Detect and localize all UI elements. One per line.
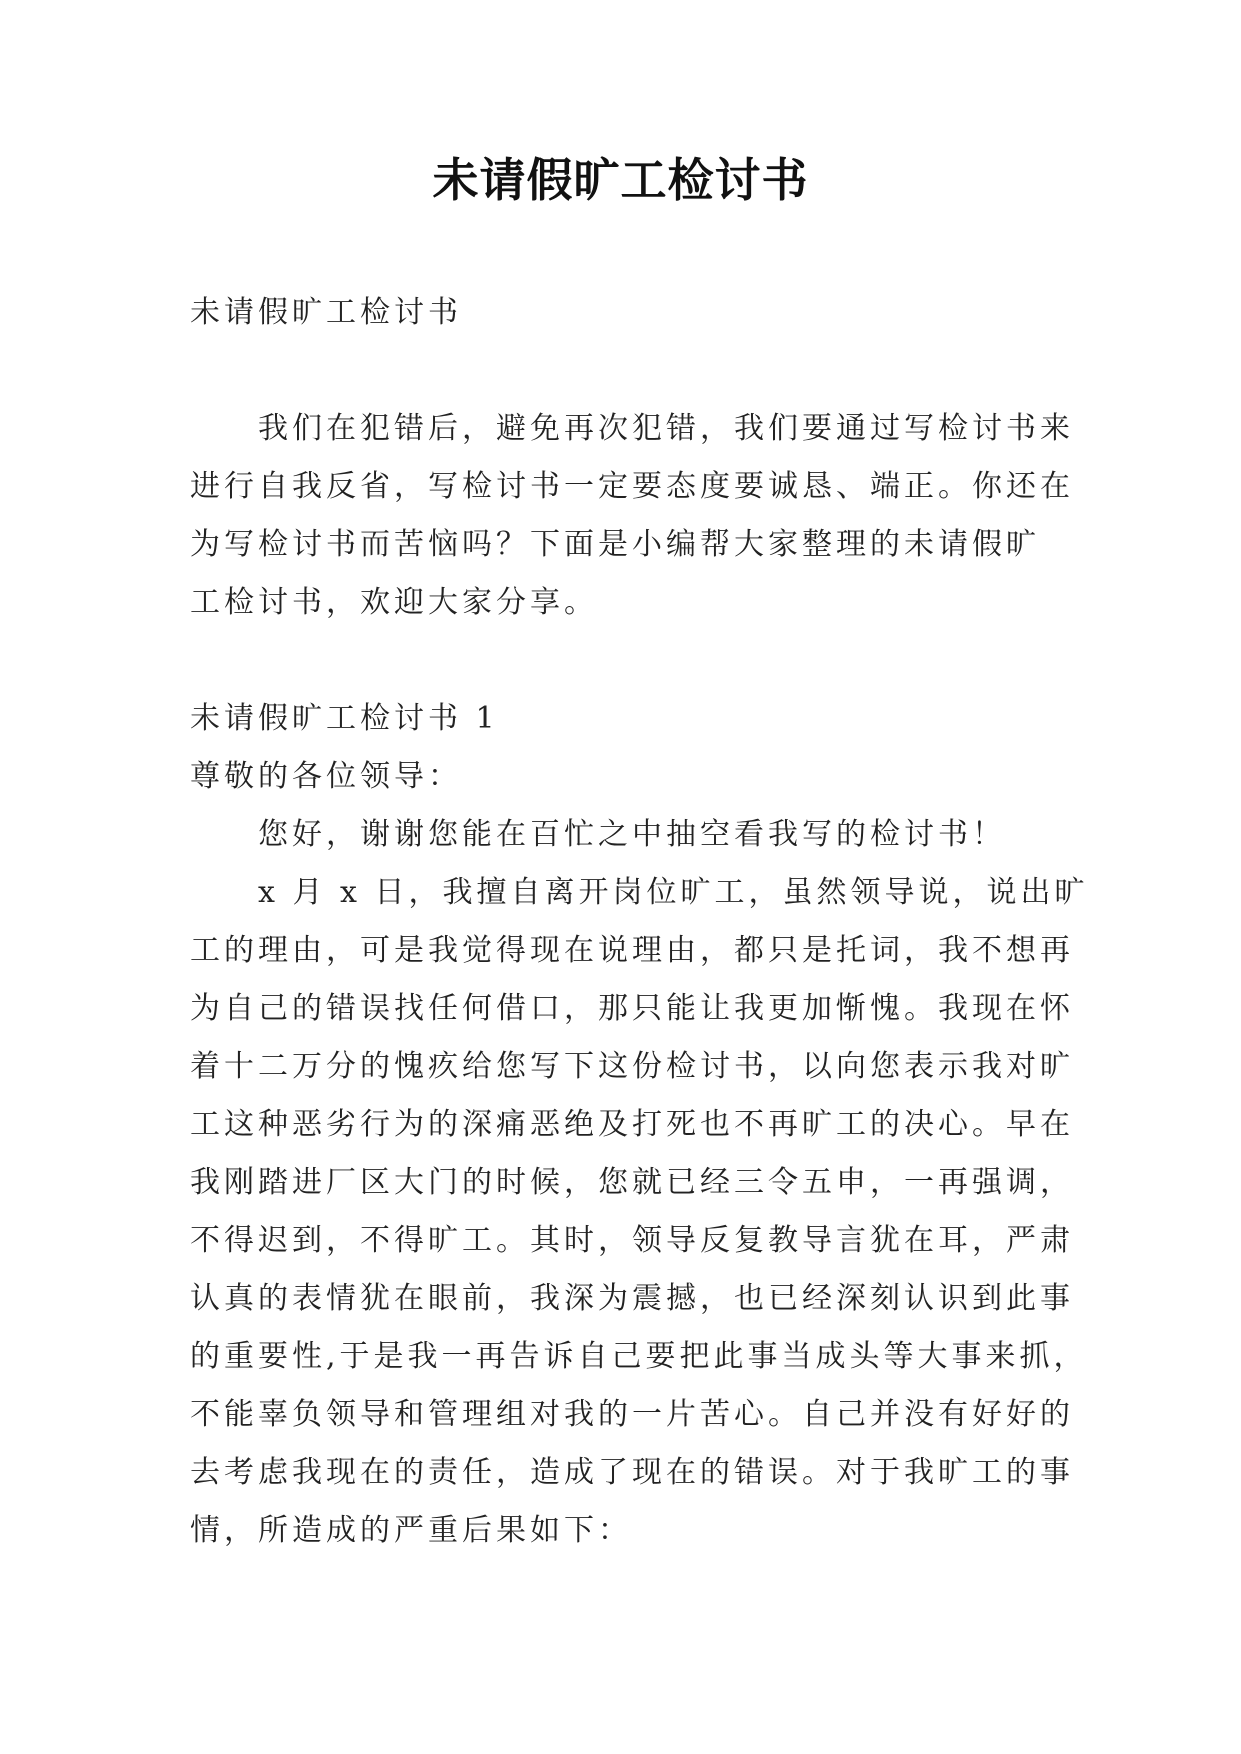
body-line: 去考虑我现在的责任，造成了现在的错误。对于我旷工的事 xyxy=(190,1455,1074,1490)
body-line: x 月 x 日，我擅自离开岗位旷工，虽然领导说，说出旷 xyxy=(258,875,1089,910)
document-body xyxy=(190,284,1089,1560)
greeting-line: 您好，谢谢您能在百忙之中抽空看我写的检讨书！ xyxy=(258,817,1006,852)
body-line: 的重要性,于是我一再告诉自己要把此事当成头等大事来抓， xyxy=(190,1339,1088,1374)
document-subtitle: 未请假旷工检讨书 xyxy=(190,295,462,330)
intro-paragraph xyxy=(190,400,1074,632)
intro-line: 工检讨书，欢迎大家分享。 xyxy=(190,585,598,620)
intro-line: 我们在犯错后，避免再次犯错，我们要通过写检讨书来 xyxy=(258,411,1074,446)
body-paragraph xyxy=(190,864,1089,1560)
document-title: 未请假旷工检讨书 xyxy=(432,153,809,207)
section-heading: 未请假旷工检讨书 1 xyxy=(190,701,499,736)
body-line: 不能辜负领导和管理组对我的一片苦心。自己并没有好好的 xyxy=(190,1397,1074,1432)
body-line: 着十二万分的愧疚给您写下这份检讨书，以向您表示我对旷 xyxy=(190,1049,1074,1084)
intro-line: 进行自我反省，写检讨书一定要态度要诚恳、端正。你还在 xyxy=(190,469,1074,504)
body-line: 不得迟到，不得旷工。其时，领导反复教导言犹在耳，严肃 xyxy=(190,1223,1074,1258)
body-line: 情，所造成的严重后果如下： xyxy=(190,1513,632,1548)
body-line: 工的理由，可是我觉得现在说理由，都只是托词，我不想再 xyxy=(190,933,1074,968)
body-line: 工这种恶劣行为的深痛恶绝及打死也不再旷工的决心。早在 xyxy=(190,1107,1074,1142)
body-line: 我刚踏进厂区大门的时候，您就已经三令五申，一再强调， xyxy=(190,1165,1074,1200)
body-line: 为自己的错误找任何借口，那只能让我更加惭愧。我现在怀 xyxy=(190,991,1074,1026)
body-line: 认真的表情犹在眼前，我深为震撼，也已经深刻认识到此事 xyxy=(190,1281,1074,1316)
intro-line: 为写检讨书而苦恼吗？下面是小编帮大家整理的未请假旷 xyxy=(190,527,1040,562)
salutation: 尊敬的各位领导： xyxy=(190,759,462,794)
